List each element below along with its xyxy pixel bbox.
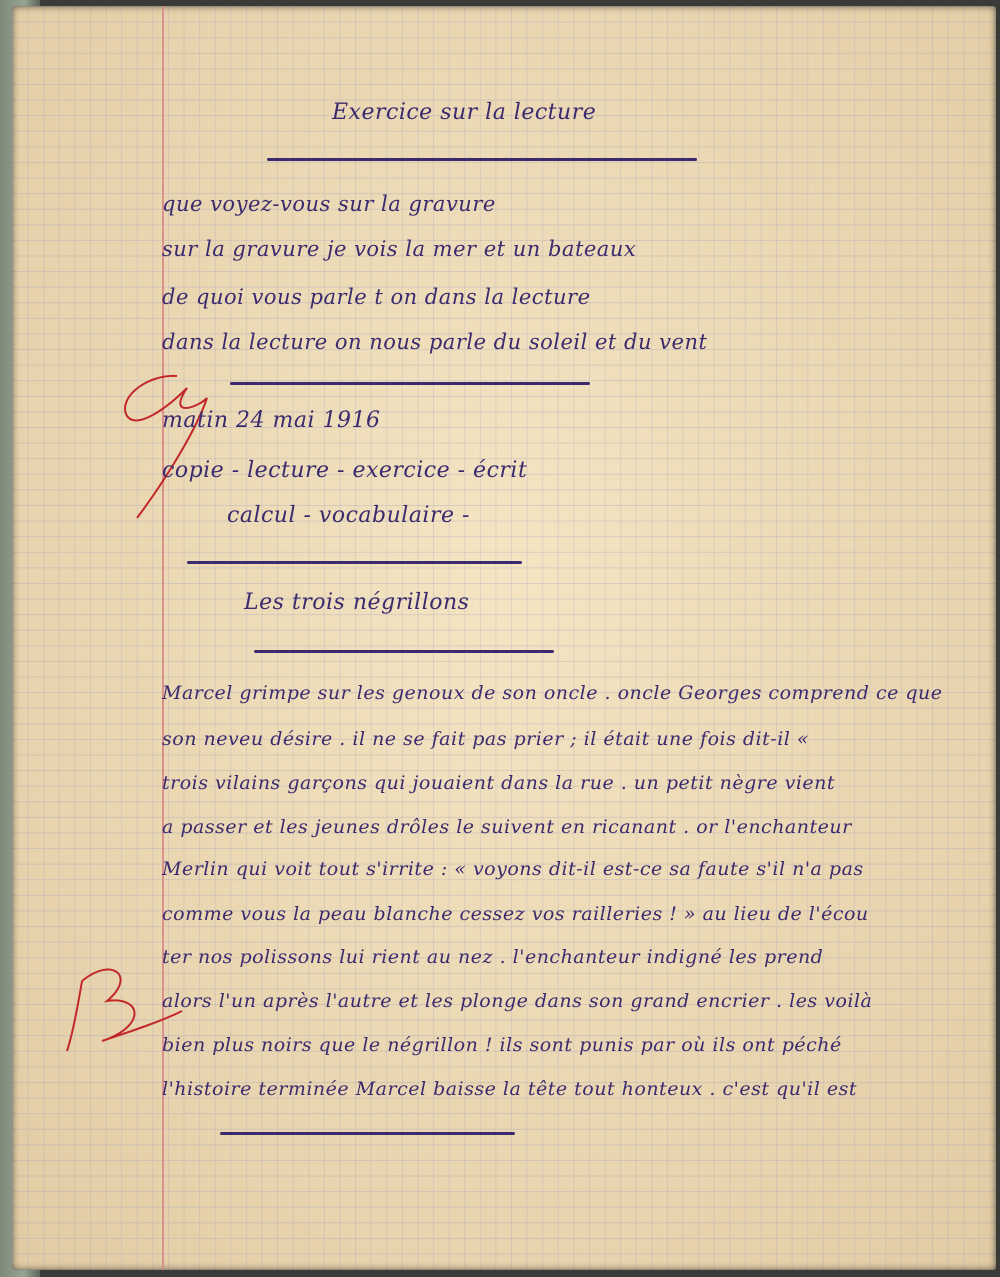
end-underline [220,1132,515,1135]
question-line-3: de quoi vous parle t on dans la lecture [162,285,591,309]
title-underline [267,158,697,161]
story-line-3: trois vilains garçons qui jouaient dans la rue . un petit nègre vient [162,772,836,794]
plan-line-1: copie - lecture - exercice - écrit [162,458,528,483]
story-line-8: alors l'un après l'autre et les plonge dans son grand encrier . les voilà [162,990,873,1012]
story-line-9: bien plus noirs que le négrillon ! ils sont punis par où ils ont péché [162,1034,842,1056]
story-line-7: ter nos polissons lui rient au nez . l'enchanteur indigné les prend [162,946,824,968]
plan-line-2: calcul - vocabulaire - [227,503,470,528]
exercise-title: Exercice sur la lecture [332,100,597,125]
correction-grade-mark [52,951,192,1061]
plan-underline [187,561,522,564]
question-line-1: que voyez-vous sur la gravure [162,192,496,216]
story-title: Les trois négrillons [244,590,470,615]
correction-check-mark [107,368,247,528]
date-line: matin 24 mai 1916 [162,408,381,433]
story-line-10: l'histoire terminée Marcel baisse la tête tout honteux . c'est qu'il est [162,1078,857,1100]
story-line-5: Merlin qui voit tout s'irrite : « voyons dit-il est-ce sa faute s'il n'a pas [162,858,864,880]
story-title-underline [254,650,554,653]
story-line-1: Marcel grimpe sur les genoux de son oncle . oncle Georges comprend ce que [162,682,943,704]
notebook-page [12,6,996,1270]
story-line-6: comme vous la peau blanche cessez vos railleries ! » au lieu de l'écou [162,903,869,925]
question-line-2: sur la gravure je vois la mer et un bateaux [162,237,637,261]
story-line-2: son neveu désire . il ne se fait pas prier ; il était une fois dit-il « [162,728,810,750]
question-line-4: dans la lecture on nous parle du soleil et du vent [162,330,708,354]
questions-underline [230,382,590,385]
story-line-4: a passer et les jeunes drôles le suivent en ricanant . or l'enchanteur [162,816,852,838]
